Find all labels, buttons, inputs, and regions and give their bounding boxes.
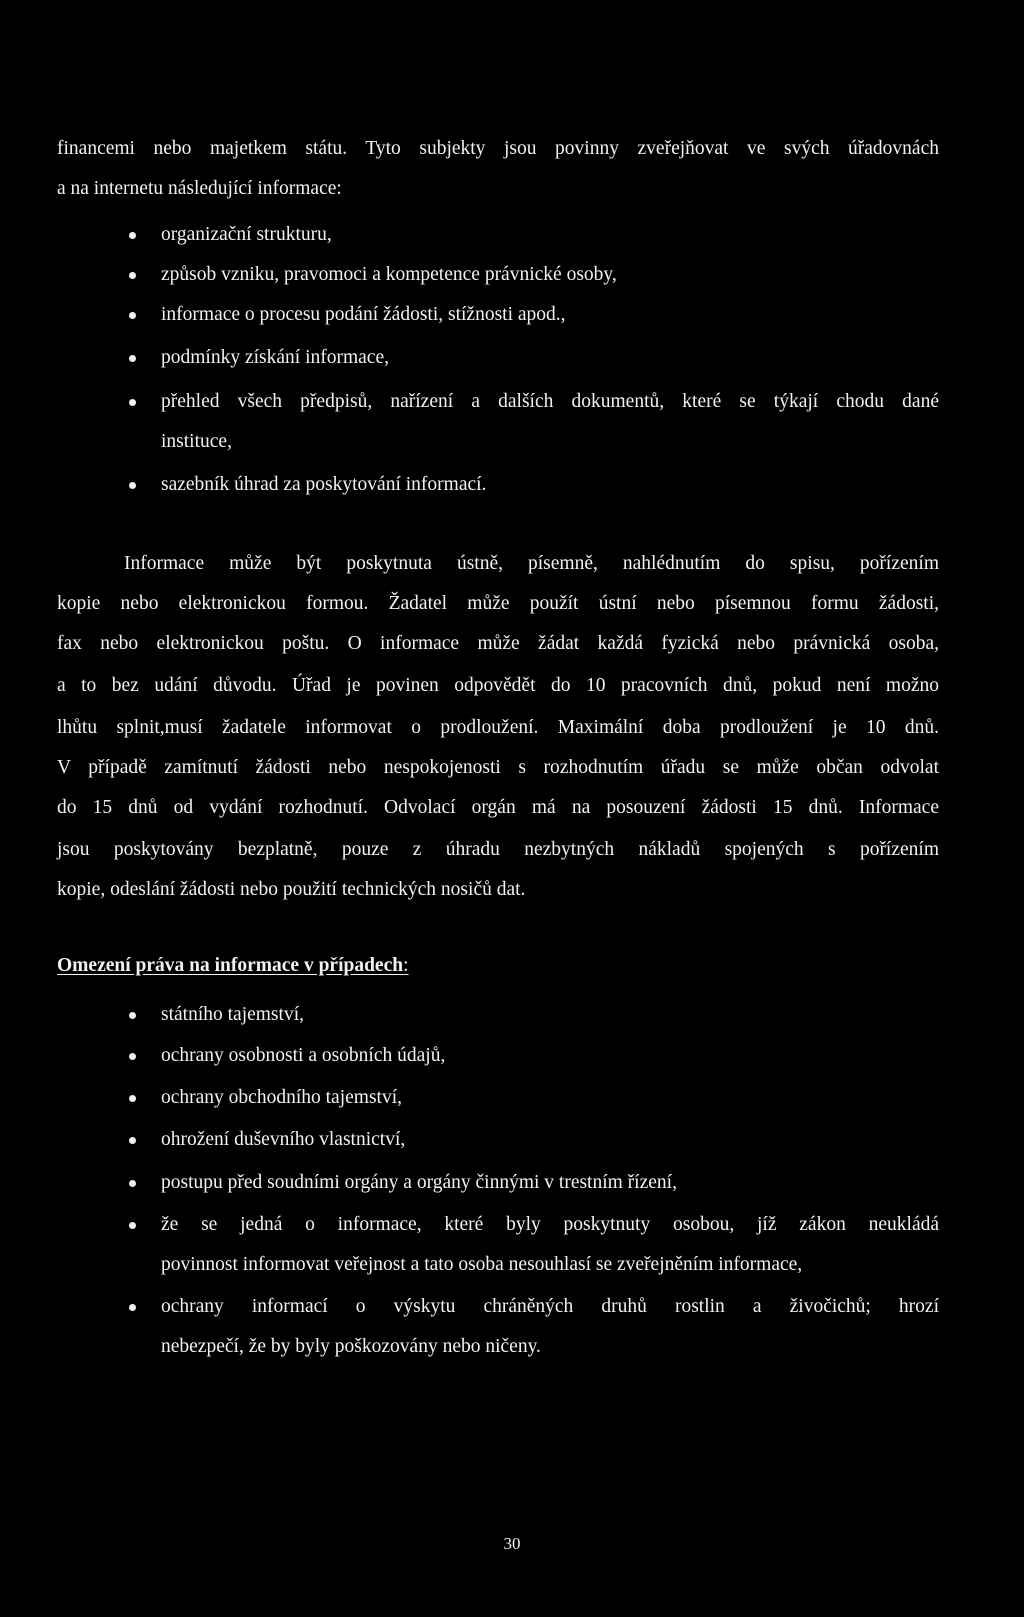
- list-item: postupu před soudními orgány a orgány činnými v trestním řízení,: [161, 1172, 677, 1193]
- list-item: organizační strukturu,: [161, 224, 332, 245]
- list-item-continuation: nebezpečí, že by byly poškozovány nebo ničeny.: [161, 1336, 541, 1357]
- bullet-dot-icon: [129, 232, 136, 239]
- bullet-dot-icon: [129, 1012, 136, 1019]
- bullet-dot-icon: [129, 399, 136, 406]
- list-item: podmínky získání informace,: [161, 347, 389, 368]
- section-heading-colon: :: [403, 955, 409, 976]
- list-item: že se jedná o informace, které byly poskytnuty osobou, jíž zákon neukládá: [161, 1214, 939, 1235]
- paragraph-line: Informace může být poskytnuta ústně, písemně, nahlédnutím do spisu, pořízením: [124, 553, 939, 574]
- section-heading-text: Omezení práva na informace v případech: [57, 955, 404, 976]
- paragraph-line: jsou poskytovány bezplatně, pouze z úhradu nezbytných nákladů spojených s pořízením: [57, 839, 939, 860]
- list-item: ohrožení duševního vlastnictví,: [161, 1129, 406, 1150]
- list-item: způsob vzniku, pravomoci a kompetence právnické osoby,: [161, 264, 617, 285]
- paragraph-line: kopie, odeslání žádosti nebo použití technických nosičů dat.: [57, 879, 526, 900]
- list-item: ochrany informací o výskytu chráněných druhů rostlin a živočichů; hrozí: [161, 1296, 939, 1317]
- list-item-continuation: instituce,: [161, 431, 232, 452]
- list-item: ochrany osobnosti a osobních údajů,: [161, 1045, 446, 1066]
- intro-line-2: a na internetu následující informace:: [57, 178, 342, 199]
- paragraph-line: kopie nebo elektronickou formou. Žadatel může použít ústní nebo písemnou formu žádosti,: [57, 593, 939, 614]
- list-item: ochrany obchodního tajemství,: [161, 1087, 402, 1108]
- list-item: sazebník úhrad za poskytování informací.: [161, 474, 487, 495]
- bullet-dot-icon: [129, 1095, 136, 1102]
- bullet-dot-icon: [129, 355, 136, 362]
- list-item: přehled všech předpisů, nařízení a dalších dokumentů, které se týkají chodu dané: [161, 391, 939, 412]
- list-item: státního tajemství,: [161, 1004, 304, 1025]
- list-item-continuation: povinnost informovat veřejnost a tato osoba nesouhlasí se zveřejněním informace,: [161, 1254, 803, 1275]
- paragraph-line: do 15 dnů od vydání rozhodnutí. Odvolací orgán má na posouzení žádosti 15 dnů. Informace: [57, 797, 939, 818]
- list-item: informace o procesu podání žádosti, stížnosti apod.,: [161, 304, 566, 325]
- intro-line-1: financemi nebo majetkem státu. Tyto subjekty jsou povinny zveřejňovat ve svých úřadovnách: [57, 138, 939, 159]
- section-heading: [57, 954, 409, 978]
- bullet-dot-icon: [129, 1222, 136, 1229]
- bullet-dot-icon: [129, 272, 136, 279]
- bullet-dot-icon: [129, 1137, 136, 1144]
- bullet-dot-icon: [129, 482, 136, 489]
- bullet-dot-icon: [129, 1053, 136, 1060]
- bullet-dot-icon: [129, 1180, 136, 1187]
- page-number: 30: [503, 1534, 521, 1553]
- paragraph-line: lhůtu splnit,musí žadatele informovat o prodloužení. Maximální doba prodloužení je 10 dnů.: [57, 717, 939, 738]
- paragraph-line: a to bez udání důvodu. Úřad je povinen odpovědět do 10 pracovních dnů, pokud není možno: [57, 675, 939, 696]
- paragraph-line: fax nebo elektronickou poštu. O informace může žádat každá fyzická nebo právnická osoba,: [57, 633, 939, 654]
- bullet-dot-icon: [129, 1304, 136, 1311]
- paragraph-line: V případě zamítnutí žádosti nebo nespokojenosti s rozhodnutím úřadu se může občan odvolat: [57, 757, 939, 778]
- bullet-dot-icon: [129, 312, 136, 319]
